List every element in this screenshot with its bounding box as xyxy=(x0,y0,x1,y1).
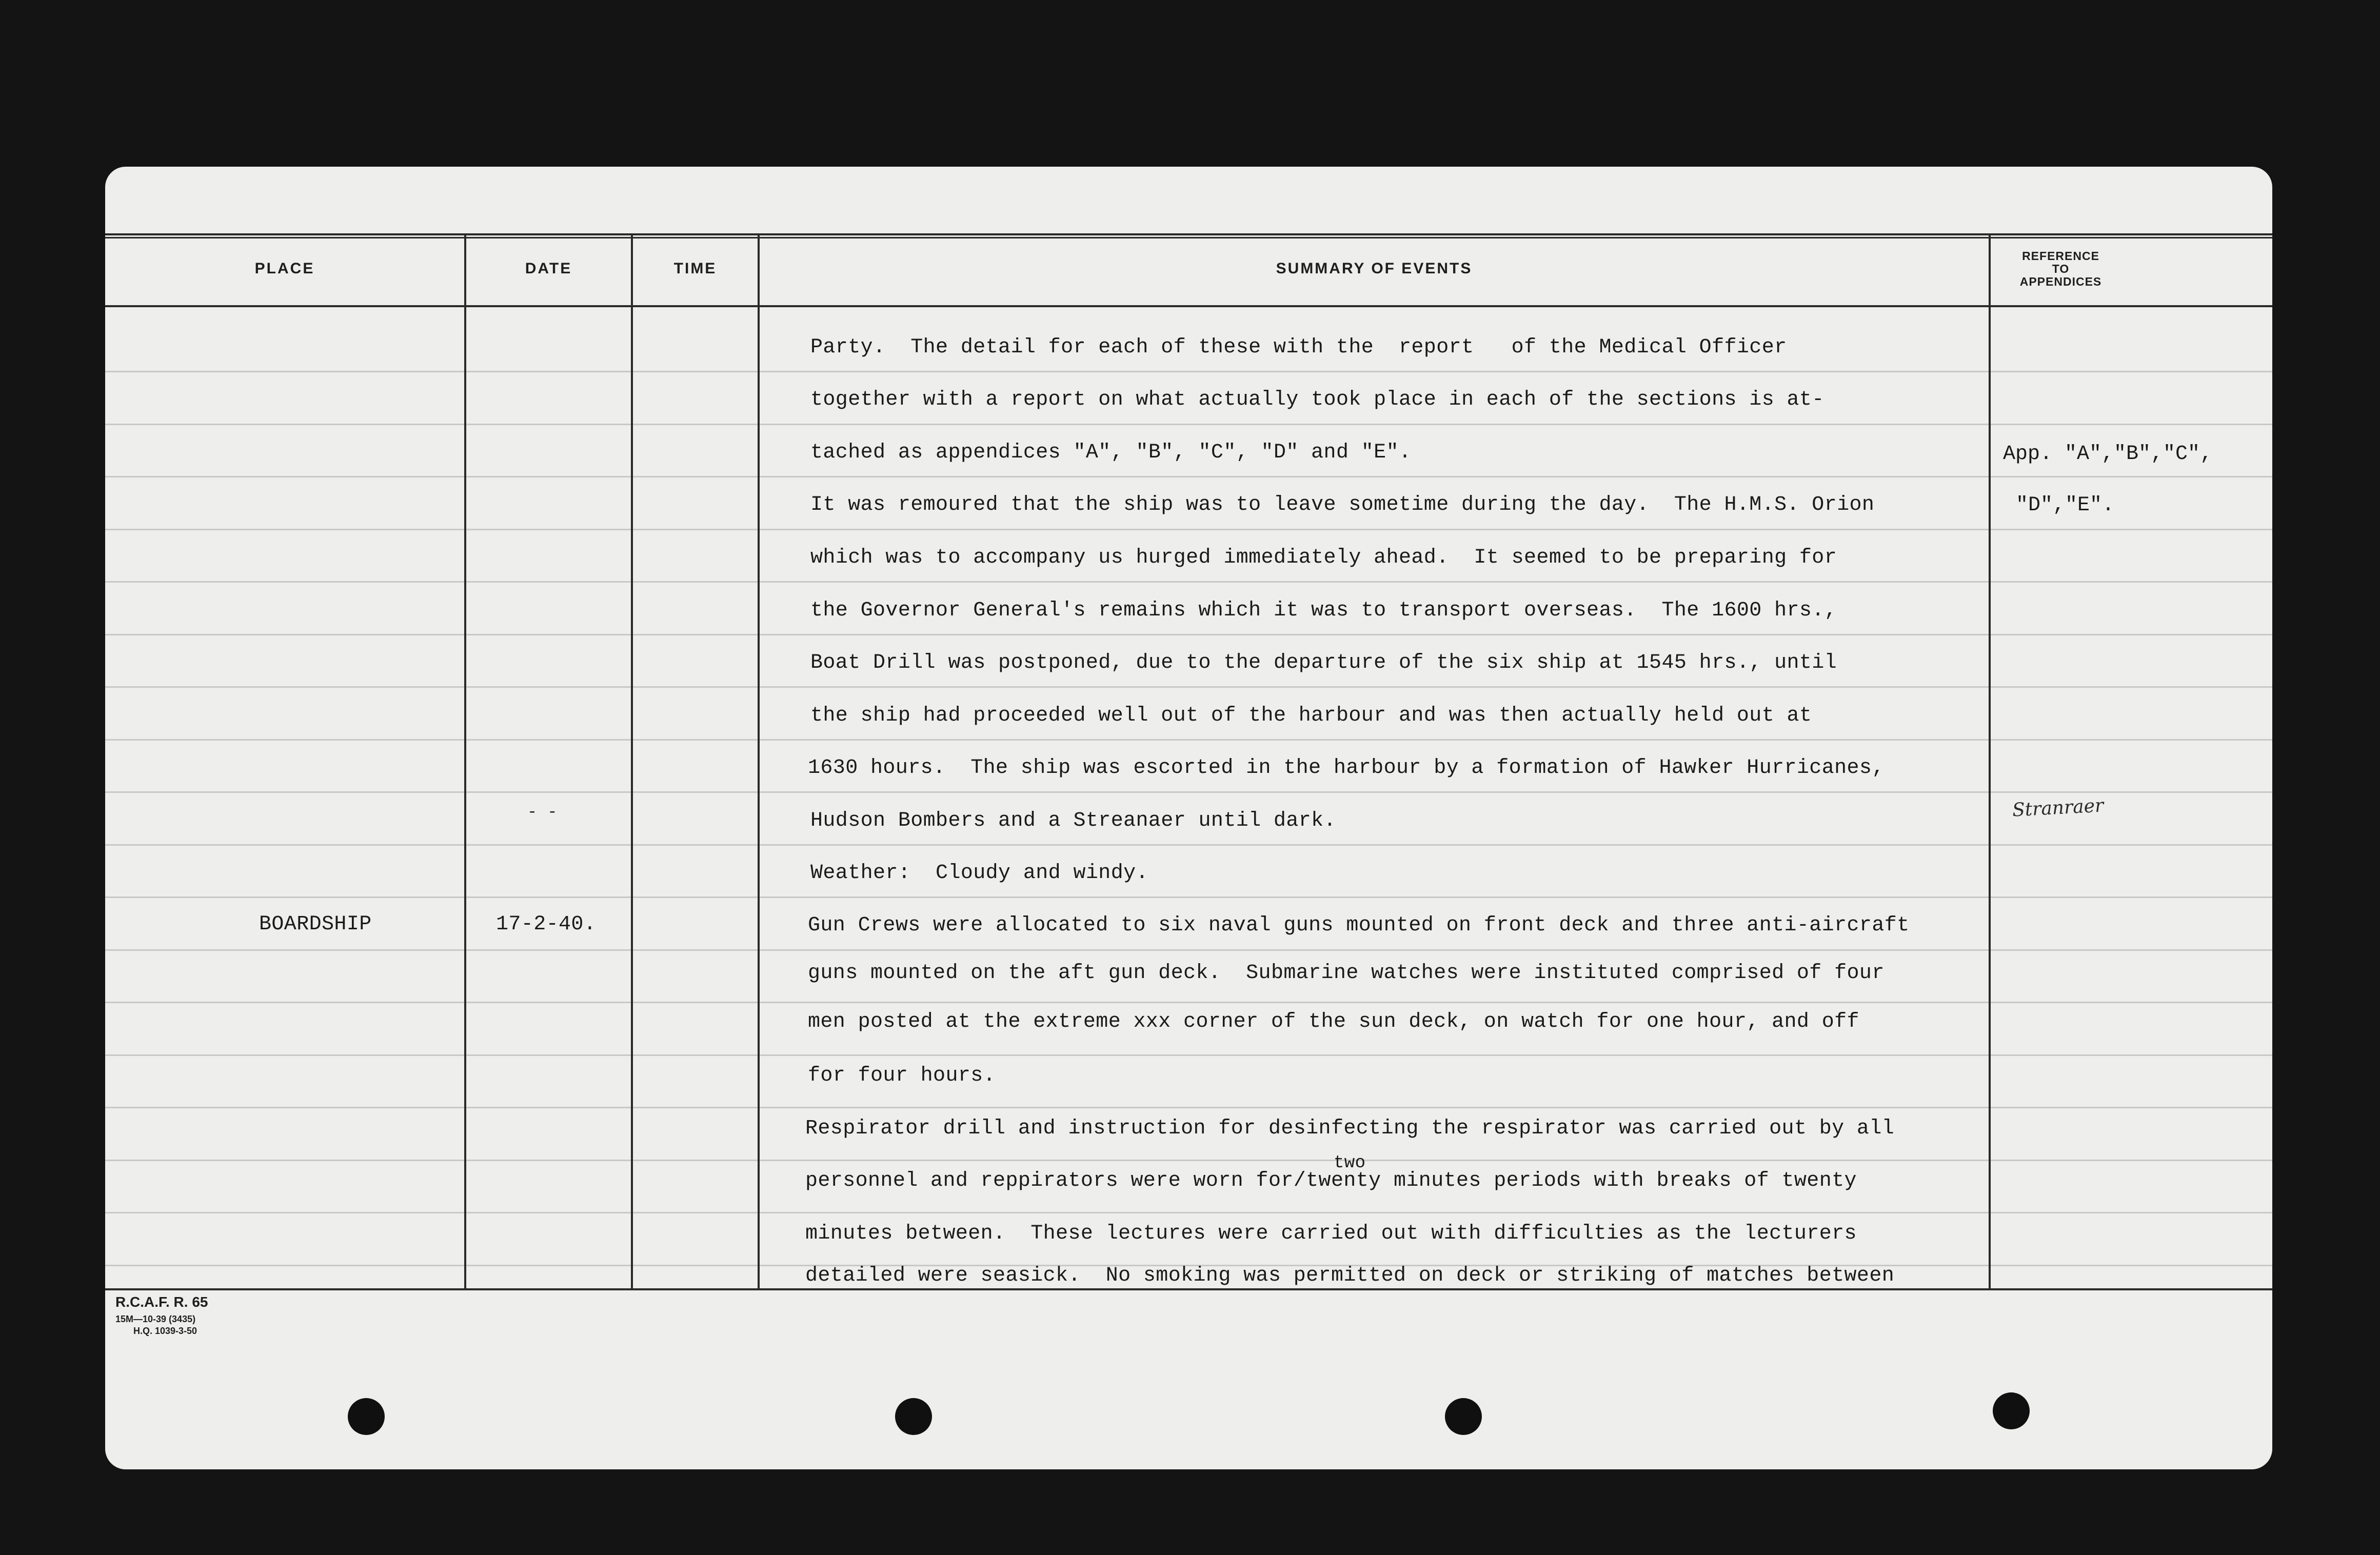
punch-hole xyxy=(348,1398,385,1435)
header-summary: SUMMARY OF EVENTS xyxy=(1276,260,1473,277)
summary-line: Party. The detail for each of these with the report of the Medical Officer xyxy=(810,336,1787,359)
handwritten-stranraer: Stranraer xyxy=(2012,795,2105,821)
header-bottom-rule xyxy=(105,305,2272,307)
summary-line: Gun Crews were allocated to six naval guns mounted on front deck and three anti-aircraft xyxy=(808,914,1910,937)
summary-line: men posted at the extreme xxx corner of the sun deck, on watch for one hour, and off xyxy=(808,1010,1859,1033)
ruled-line xyxy=(105,581,2272,583)
col-divider-date xyxy=(631,233,633,1290)
summary-line: the ship had proceeded well out of the harbour and was then actually held out at xyxy=(810,704,1812,727)
col-divider-place xyxy=(464,233,466,1290)
ruled-line xyxy=(105,1054,2272,1056)
col-divider-time xyxy=(758,233,760,1290)
header-reference-line3: APPENDICES xyxy=(2019,275,2102,288)
entry-place: BOARDSHIP xyxy=(259,913,372,936)
punch-hole xyxy=(895,1398,932,1435)
ruled-line xyxy=(105,686,2272,688)
reference-line1: App. "A","B","C", xyxy=(2003,443,2213,466)
summary-line: minutes between. These lectures were carried out with difficulties as the lecturers xyxy=(805,1222,1857,1245)
header-reference-line1: REFERENCE xyxy=(2022,249,2099,263)
summary-line: 1630 hours. The ship was escorted in the harbour by a formation of Hawker Hurricanes, xyxy=(808,756,1885,780)
entry-dash: - - xyxy=(527,803,558,822)
ruled-line xyxy=(105,949,2272,951)
top-rule xyxy=(105,233,2272,235)
ruled-line xyxy=(105,1107,2272,1108)
reference-line2: "D","E". xyxy=(2016,494,2115,517)
table-bottom-rule xyxy=(105,1288,2272,1290)
ruled-line xyxy=(105,1002,2272,1003)
summary-line: detailed were seasick. No smoking was permitted on deck or striking of matches between xyxy=(805,1264,1895,1287)
ruled-line xyxy=(105,1212,2272,1213)
header-place: PLACE xyxy=(254,260,315,277)
ruled-line xyxy=(105,371,2272,372)
top-rule-inner xyxy=(105,237,2272,238)
ruled-line xyxy=(105,634,2272,635)
summary-line: the Governor General's remains which it was to transport overseas. The 1600 hrs., xyxy=(810,599,1837,622)
entry-date: 17-2-40. xyxy=(496,913,597,936)
header-reference-line2: TO xyxy=(2052,262,2070,275)
diary-card xyxy=(105,167,2272,1469)
ruled-line xyxy=(105,791,2272,793)
summary-line: Respirator drill and instruction for desinfecting the respirator was carried out by all xyxy=(805,1117,1895,1140)
ruled-line xyxy=(105,1160,2272,1161)
summary-line: which was to accompany us hurged immediately ahead. It seemed to be preparing for xyxy=(810,546,1837,569)
summary-line: tached as appendices "A", "B", "C", "D" and "E". xyxy=(810,441,1412,464)
summary-line: Weather: Cloudy and windy. xyxy=(810,862,1148,885)
ruled-line xyxy=(105,896,2272,898)
summary-line: It was remoured that the ship was to leave sometime during the day. The H.M.S. Orion xyxy=(810,493,1875,516)
header-reference xyxy=(1993,250,2129,288)
summary-line: personnel and reppirators were worn for/twenty minutes periods with breaks of twenty xyxy=(805,1169,1857,1192)
form-print-1: 15M—10-39 (3435) xyxy=(115,1314,196,1324)
col-divider-summary xyxy=(1989,233,1991,1290)
ruled-line xyxy=(105,529,2272,530)
form-print-2: H.Q. 1039-3-50 xyxy=(133,1326,197,1336)
summary-line: Boat Drill was postponed, due to the departure of the six ship at 1545 hrs., until xyxy=(810,651,1837,674)
summary-line: guns mounted on the aft gun deck. Submarine watches were instituted comprised of four xyxy=(808,962,1885,985)
header-date: DATE xyxy=(525,260,572,277)
punch-hole xyxy=(1445,1398,1482,1435)
insertion-two: two xyxy=(1334,1153,1366,1173)
punch-hole xyxy=(1993,1392,2030,1429)
summary-line: Hudson Bombers and a Streanaer until dark. xyxy=(810,809,1336,832)
ruled-line xyxy=(105,424,2272,425)
form-id: R.C.A.F. R. 65 xyxy=(115,1294,208,1310)
summary-line: for four hours. xyxy=(808,1064,996,1087)
header-time: TIME xyxy=(673,260,717,277)
ruled-line xyxy=(105,739,2272,741)
ruled-line xyxy=(105,844,2272,846)
ruled-line xyxy=(105,476,2272,477)
summary-line: together with a report on what actually took place in each of the sections is at- xyxy=(810,388,1824,411)
